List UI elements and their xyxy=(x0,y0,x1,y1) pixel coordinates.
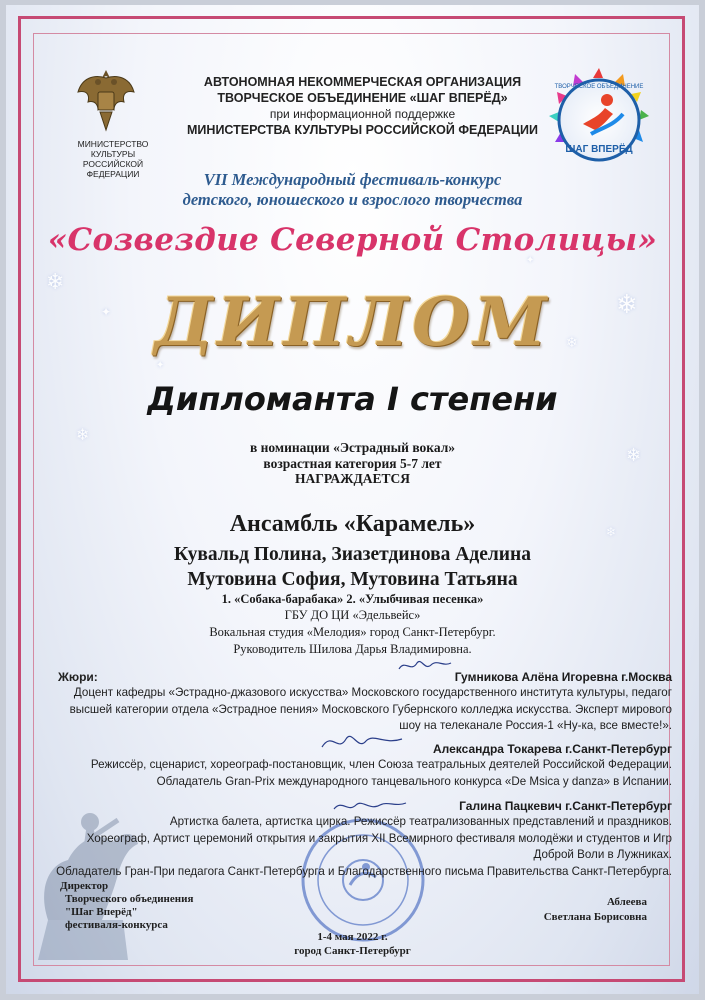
snowflake-icon: ❄ xyxy=(616,290,638,320)
members-line-1: Кувальд Полина, Зиазетдинова Аделина xyxy=(173,544,532,565)
snowflake-icon: ❄ xyxy=(76,425,90,444)
members-block xyxy=(60,542,645,592)
signature-icon xyxy=(395,655,455,677)
juror-2-description: Режиссёр, сценарист, хореограф-постановщик, член Союза театральных деятелей Российской Федерации. Обладатель Gran-Prix международного танцевального конкурса «De Msica y danza» в Испании. xyxy=(90,758,672,788)
logo-text-bottom: ШАГ ВПЕРЁД xyxy=(565,144,633,155)
festival-line-1: VII Международный фестиваль-конкурс xyxy=(203,170,502,189)
org-line-3: при информационной поддержке xyxy=(269,107,456,121)
snowflake-icon: ❄ xyxy=(606,525,617,539)
festival-line-2: детского, юношеского и взрослого творчества xyxy=(182,190,523,209)
event-date: 1-4 мая 2022 г. xyxy=(317,931,388,943)
ministry-logo-caption: МИНИСТЕРСТВО КУЛЬТУРЫ РОССИЙСКОЙ ФЕДЕРАЦИИ xyxy=(77,139,149,179)
juror-3-name: Галина Пацкевич г.Санкт-Петербург xyxy=(459,799,672,813)
juror-1-description: Доцент кафедры «Эстрадно-джазового искусства» Московского государственного института культуры, педагог высшей категории отдела «Эстрадное пения» Московского Губернского колледжа искусства. Эксперт мирового шоу на телеканале Россия-1 «Ну-ка, все вместе!». xyxy=(69,686,672,732)
snowflake-icon: ❄ xyxy=(626,445,642,466)
nomination-block xyxy=(60,440,645,487)
festival-subtitle xyxy=(80,170,625,210)
logo-text-top: ТВОРЧЕСКОЕ ОБЪЕДИНЕНИЕ xyxy=(554,84,644,90)
star-logo-icon xyxy=(543,64,655,176)
leader: Руководитель Шилова Дарья Владимировна. xyxy=(233,642,472,656)
organization-header xyxy=(180,74,545,138)
diploma-title: ДИПЛОМ xyxy=(154,283,551,361)
studio: Вокальная студия «Мелодия» город Санкт-Петербург. xyxy=(209,625,496,639)
snowflake-icon: ✦ xyxy=(101,305,112,319)
songs: 1. «Собака-барабака» 2. «Улыбчивая песенка» xyxy=(221,592,484,606)
snowflake-icon: ✦ xyxy=(526,255,535,266)
institution-block xyxy=(60,607,645,658)
signer-block: Аблеева Светлана Борисовна xyxy=(543,896,647,923)
ensemble-name: Ансамбль «Карамель» xyxy=(229,511,476,537)
school: ГБУ ДО ЦИ «Эдельвейс» xyxy=(284,608,421,622)
coat-of-arms-icon xyxy=(76,64,136,136)
director-block: Директор Творческого объединения "Шаг Вперёд" фестиваля-конкурса xyxy=(60,880,194,931)
diploma-degree: Дипломанта I степени xyxy=(147,380,558,418)
org-line-1: АВТОНОМНАЯ НЕКОММЕРЧЕСКАЯ ОРГАНИЗАЦИЯ xyxy=(203,75,522,89)
juror-3-description: Артистка балета, артистка цирка. Режиссёр театрализованных представлений и праздников. Хореограф, Артист церемоний открытия и закрытия XII Всемирного фестиваля молодёжи и студентов и Игр Доброй Воли в Лужниках. Обладатель Гран-При педагога Санкт-Петербурга и Благодарственного письма Правительства Санкт-Петербурга. xyxy=(56,815,672,878)
juror-2-name: Александра Токарева г.Санкт-Петербург xyxy=(432,742,672,756)
event-place: город Санкт-Петербург xyxy=(294,945,411,957)
snowflake-icon: ❄ xyxy=(566,335,578,351)
members-line-2: Мутовина София, Мутовина Татьяна xyxy=(187,569,518,590)
date-place xyxy=(250,930,455,958)
jury-label: Жюри: xyxy=(58,670,98,684)
age-category: возрастная категория 5-7 лет xyxy=(263,455,442,471)
snowflake-icon: ❄ xyxy=(46,270,65,295)
org-line-2: ТВОРЧЕСКОЕ ОБЪЕДИНЕНИЕ «ШАГ ВПЕРЁД» xyxy=(217,91,508,105)
nomination: в номинации «Эстрадный вокал» xyxy=(249,440,456,455)
signature-icon xyxy=(318,727,408,755)
festival-name: «Созвездие Северной Столицы» xyxy=(47,222,658,258)
juror-1-name: Гумникова Алёна Игоревна г.Москва xyxy=(454,670,672,684)
org-line-4: МИНИСТЕРСТВА КУЛЬТУРЫ РОССИЙСКОЙ ФЕДЕРАЦИИ xyxy=(187,123,538,137)
snowflake-icon: ✦ xyxy=(156,360,165,371)
awarded-label: НАГРАЖДАЕТСЯ xyxy=(294,471,410,486)
